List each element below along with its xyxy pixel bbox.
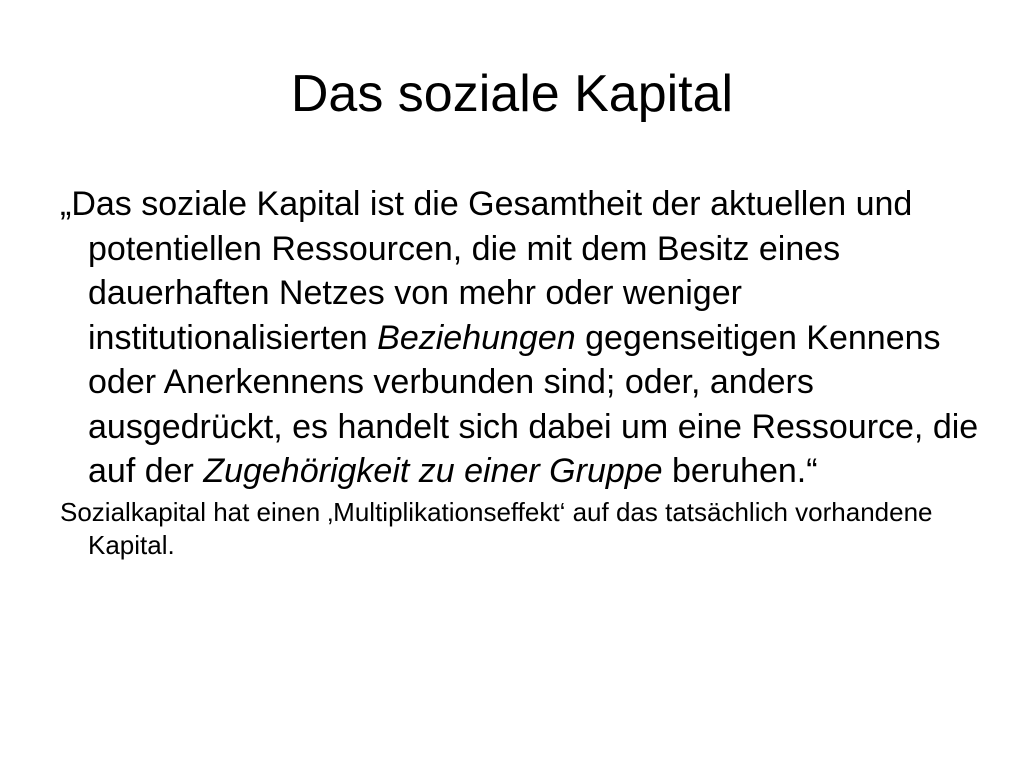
quote-paragraph (60, 182, 980, 494)
quote-emphasis-beziehungen: Beziehungen (377, 318, 576, 357)
note-paragraph: Sozialkapital hat einen ‚Multiplikationseffekt‘ auf das tatsächlich vorhandene Kapital. (60, 496, 933, 560)
quote-text-part-2: gegenseitigen Kennens oder Anerkennens verbunden sind; oder, anders ausgedrückt, es handelt sich dabei um eine Ressource, die auf der (88, 318, 979, 490)
slide-body (60, 182, 980, 562)
quote-text-part-3: beruhen.“ (662, 452, 818, 490)
quote-text-part-1: „Das soziale Kapital ist die Gesamtheit der aktuellen und potentiellen Ressourcen, die mit dem Besitz eines dauerhaften Netzes von mehr oder weniger institutionalisierten (60, 185, 913, 357)
slide-title: Das soziale Kapital (290, 65, 734, 123)
quote-emphasis-zugehoerigkeit: Zugehörigkeit zu einer Gruppe (203, 452, 663, 490)
